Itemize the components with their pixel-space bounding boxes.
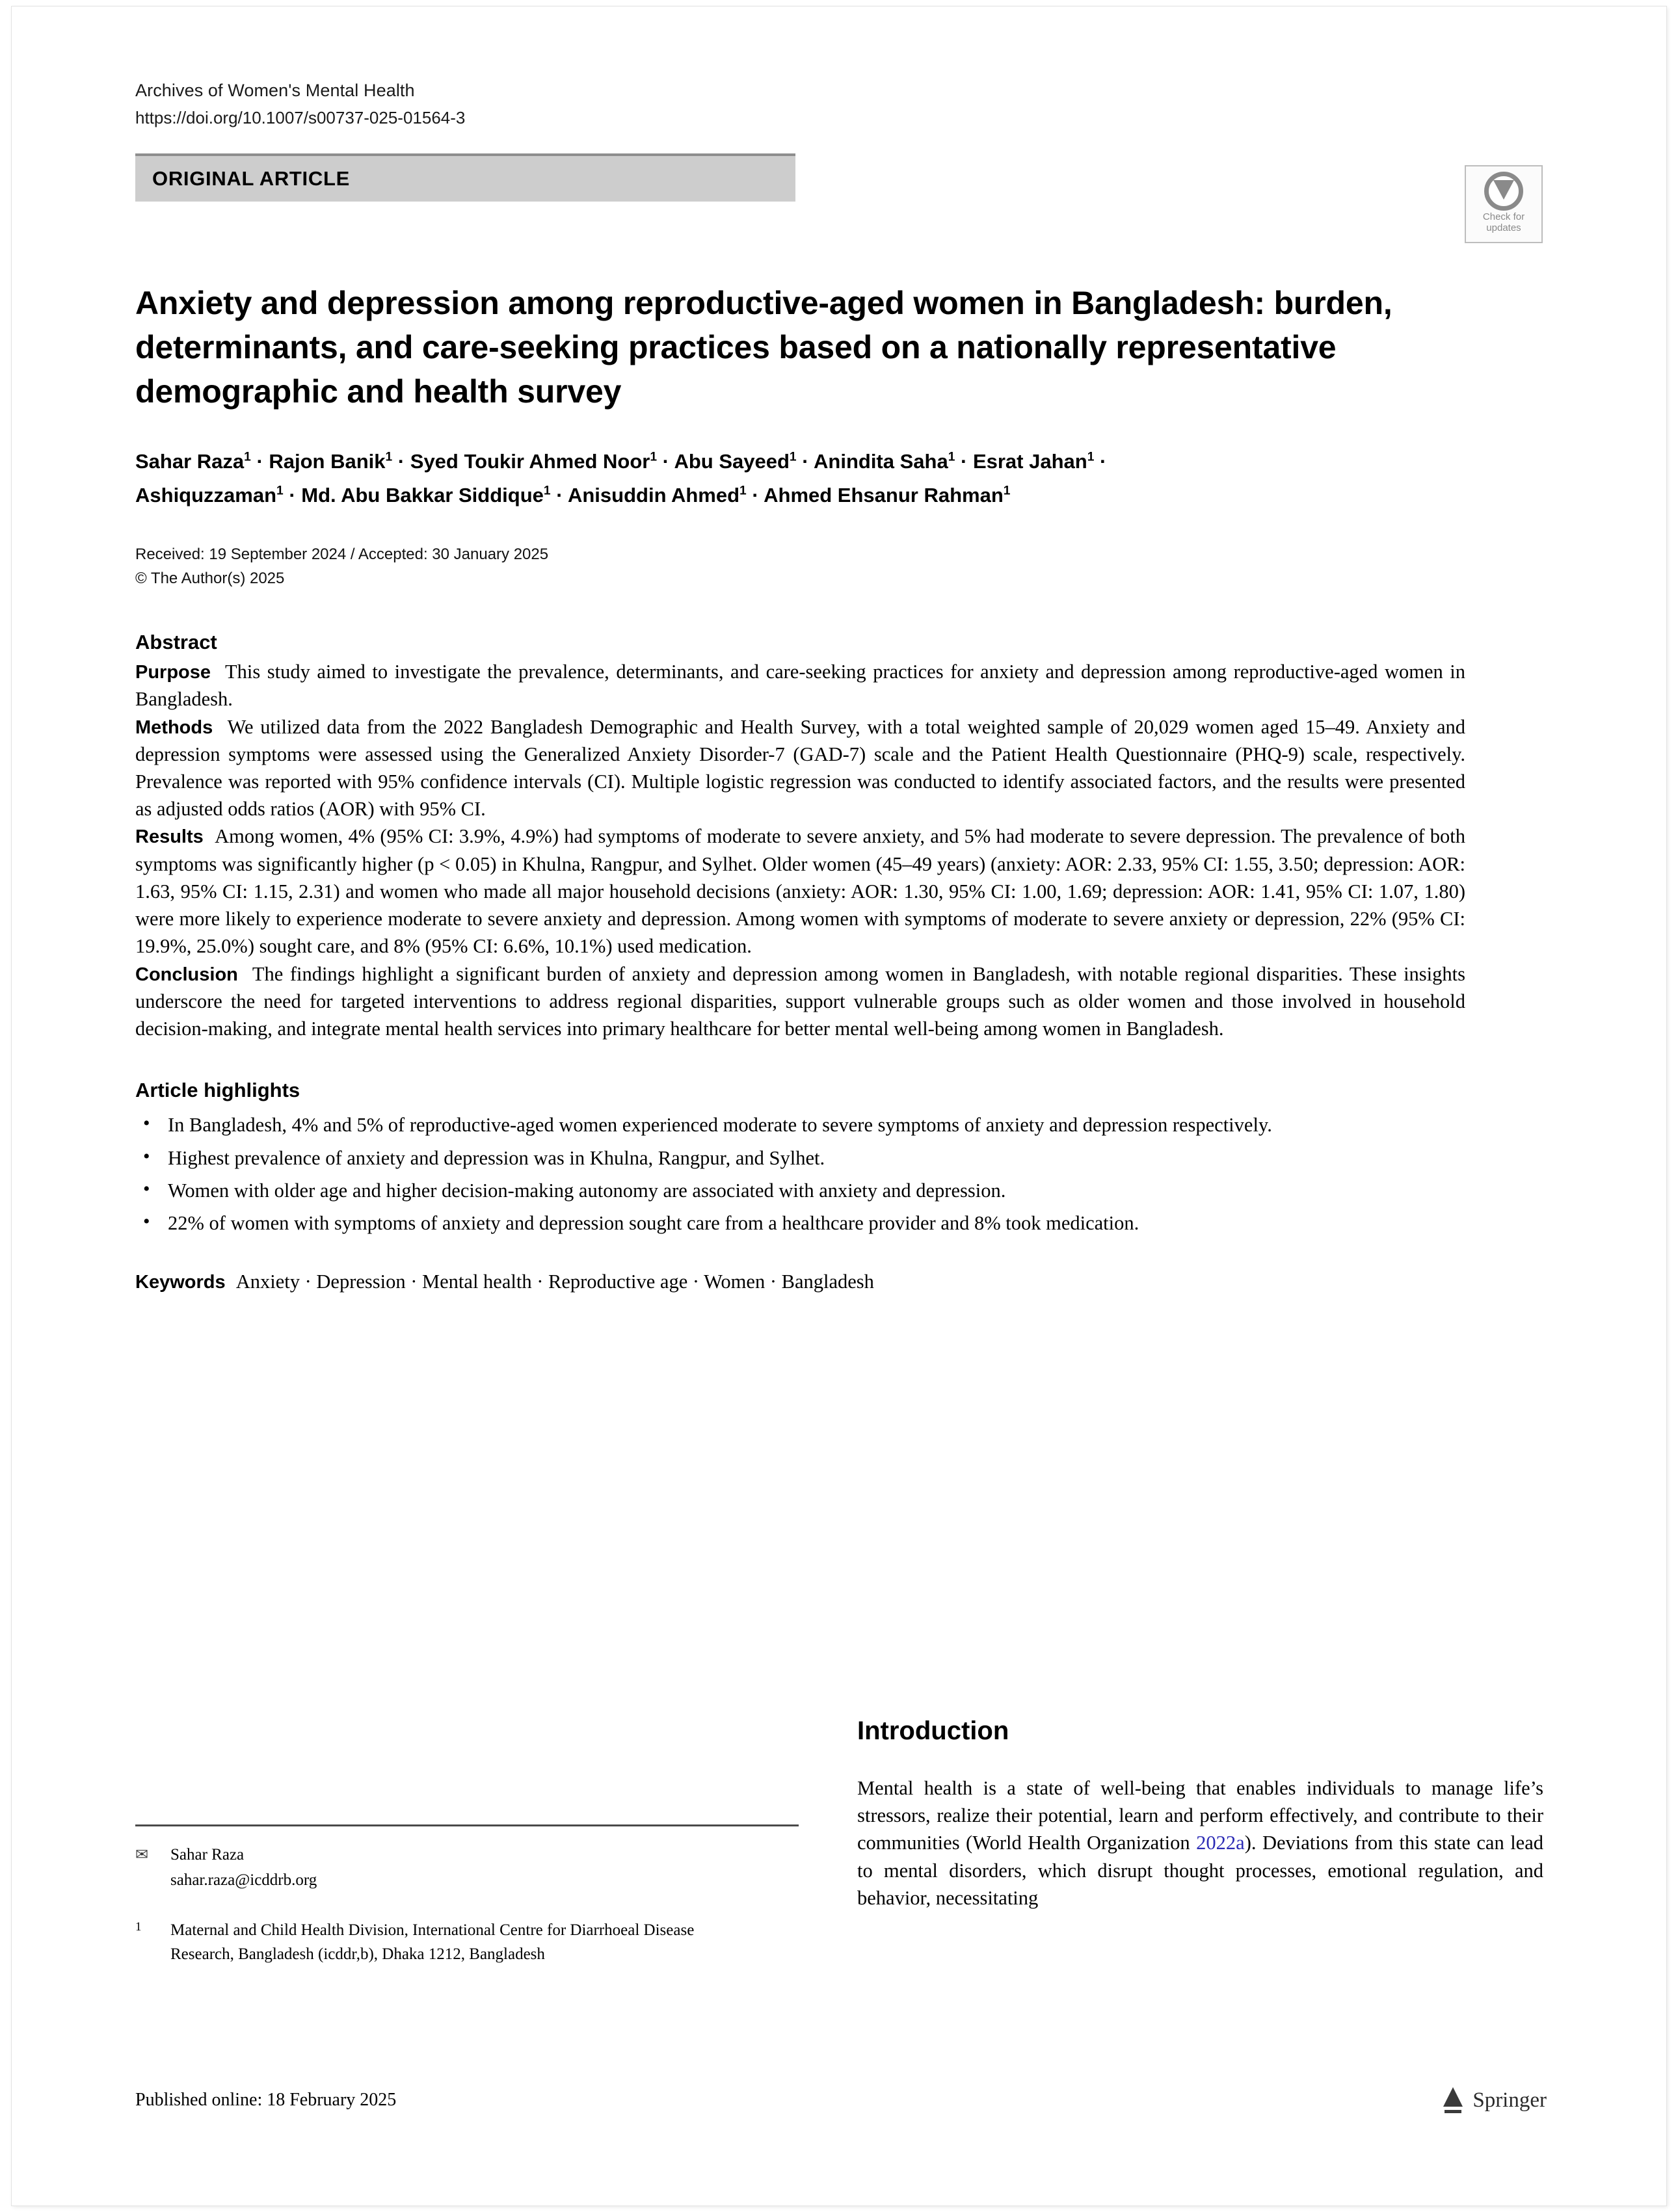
author-list	[135, 445, 1449, 512]
affiliation-marker: 1	[135, 1920, 142, 1934]
affiliation-text: Maternal and Child Health Division, International Centre for Diarrhoeal Disease Research, Bangladesh (icddr,b), Dhaka 1212, Bangladesh	[170, 1921, 695, 1963]
abstract-section	[135, 631, 1465, 1042]
crossmark-icon	[1484, 172, 1523, 211]
abstract-conclusion	[135, 960, 1465, 1043]
article-type-row	[135, 153, 1540, 234]
article-highlights-list	[135, 1111, 1465, 1237]
abstract-results	[135, 823, 1465, 960]
abstract-purpose-label: Purpose	[135, 662, 211, 683]
crossmark-badge[interactable]	[1465, 165, 1543, 243]
springer-logo	[1442, 2087, 1547, 2113]
published-online-date: Published online: 18 February 2025	[135, 2090, 397, 2110]
springer-wordmark: Springer	[1472, 2088, 1547, 2112]
envelope-icon: ✉	[135, 1847, 149, 1863]
lower-two-column-area	[135, 1717, 1547, 2120]
introduction-column	[857, 1717, 1543, 1912]
abstract-conclusion-text: The findings highlight a significant burden of anxiety and depression among women in Bangladesh, with notable regional disparities. These insights underscore the need for targeted interventions to address regional disparities, support vulnerable groups such as older women and those involved in household decision-making, and integrate mental health services into primary healthcare for better mental well-being among women in Bangladesh.	[135, 962, 1465, 1040]
author-list-line-1: Sahar Raza$^1$ · Rajon Banik$^1$ · Syed Toukir Ahmed Noor$^1$ · Abu Sayeed$^1$ · Anindita Saha$^1$ · Esrat Jahan$^1$ ·	[135, 450, 1107, 473]
paper-page	[12, 7, 1666, 2205]
copyright-line: © The Author(s) 2025	[135, 569, 285, 587]
crossmark-label	[1483, 212, 1525, 234]
affiliation	[135, 1918, 799, 1966]
list-item: • 22% of women with symptoms of anxiety and depression sought care from a healthcare provider and 8% took medication.	[135, 1209, 1465, 1237]
crossmark-label-line1: Check for	[1482, 211, 1525, 223]
author-list-line-2: Ashiquzzaman$^1$ · Md. Abu Bakkar Siddique$^1$ · Anisuddin Ahmed$^1$ · Ahmed Ehsanur Rahman$^1$	[135, 483, 1011, 507]
introduction-paragraph	[857, 1774, 1543, 1912]
abstract-conclusion-label: Conclusion	[135, 964, 238, 985]
abstract-methods-text: We utilized data from the 2022 Bangladesh Demographic and Health Survey, with a total weighted sample of 20,029 women aged 15–49. Anxiety and depression symptoms were assessed using the Generalized Anxiety Disorder-7 (GAD-7) scale and the Patient Health Questionnaire (PHQ-9) scale, respectively. Prevalence was reported with 95% confidence intervals (CI). Multiple logistic regression was conducted to identify associated factors, and the results were presented as adjusted odds ratios (AOR) with 95% CI.	[135, 715, 1465, 821]
publication-dates	[135, 543, 1540, 590]
corresponding-author-email[interactable]: sahar.raza@icddrb.org	[170, 1871, 317, 1889]
paper-header-content	[135, 78, 1540, 1296]
list-item: • Women with older age and higher decision-making autonomy are associated with anxiety and depression.	[135, 1177, 1465, 1204]
journal-name: Archives of Women's Mental Health	[135, 81, 415, 100]
abstract-methods-label: Methods	[135, 717, 213, 738]
abstract-purpose-text: This study aimed to investigate the prevalence, determinants, and care-seeking practices for anxiety and depression among reproductive-aged women in Bangladesh.	[135, 661, 1465, 711]
footnote-divider	[135, 1824, 799, 1826]
springer-mark-icon	[1442, 2087, 1464, 2113]
crossmark-label-line2: updates	[1486, 222, 1521, 234]
page-footer	[135, 2087, 1547, 2113]
abstract-methods	[135, 713, 1465, 823]
list-item: • Highest prevalence of anxiety and depression was in Khulna, Rangpur, and Sylhet.	[135, 1144, 1465, 1172]
abstract-heading: Abstract	[135, 631, 217, 654]
keywords-section	[135, 1268, 1540, 1295]
abstract-purpose	[135, 658, 1465, 713]
citation-link[interactable]: 2022a	[1196, 1832, 1245, 1854]
received-accepted-line: Received: 19 September 2024 / Accepted: 30 January 2025	[135, 546, 549, 564]
article-highlights-section	[135, 1079, 1465, 1237]
abstract-results-text: Among women, 4% (95% CI: 3.9%, 4.9%) had symptoms of moderate to severe anxiety, and 5% had moderate to severe depression. The prevalence of both symptoms was significantly higher (p < 0.05) in Khulna, Rangpur, and Sylhet. Older women (45–49 years) (anxiety: AOR: 2.33, 95% CI: 1.55, 3.50; depression: AOR: 1.63, 95% CI: 1.15, 2.31) and women who made all major household decisions (anxiety: AOR: 1.30, 95% CI: 1.00, 1.69; depression: AOR: 1.41, 95% CI: 1.07, 1.80) were more likely to experience moderate to severe anxiety and depression. Among women with symptoms of moderate to severe anxiety or depression, 22% (95% CI: 19.9%, 25.0%) sought care, and 8% (95% CI: 6.6%, 10.1%) used medication.	[135, 825, 1465, 958]
introduction-text-part1: Mental health is a state of well-being that enables individuals to manage life’s stressors, realize their potential, learn and perform effectively, and contribute to their communities (World Health Organization	[857, 1777, 1543, 1854]
introduction-heading: Introduction	[857, 1717, 1009, 1745]
keywords-label: Keywords	[135, 1272, 226, 1293]
corresponding-author	[135, 1843, 799, 1892]
abstract-results-label: Results	[135, 826, 204, 848]
article-type-label: ORIGINAL ARTICLE	[152, 167, 350, 191]
doi-link[interactable]: https://doi.org/10.1007/s00737-025-01564-3	[135, 108, 466, 128]
page-title: Anxiety and depression among reproductive-aged women in Bangladesh: burden, determinants, and care-seeking practices based on a nationally representative demographic and health survey	[135, 285, 1392, 410]
article-type-banner	[135, 153, 795, 202]
corresponding-author-name: Sahar Raza	[170, 1846, 245, 1863]
correspondence-column	[135, 1717, 799, 1966]
list-item: • In Bangladesh, 4% and 5% of reproductive-aged women experienced moderate to severe symptoms of anxiety and depression respectively.	[135, 1111, 1465, 1139]
article-highlights-heading: Article highlights	[135, 1079, 300, 1102]
keywords-text: Anxiety · Depression · Mental health · Reproductive age · Women · Bangladesh	[235, 1271, 874, 1293]
introduction-text-part2: ). Deviations from this state can lead to mental disorders, which disrupt thought processes, emotional regulation, and behavior, necessitating	[857, 1832, 1543, 1909]
